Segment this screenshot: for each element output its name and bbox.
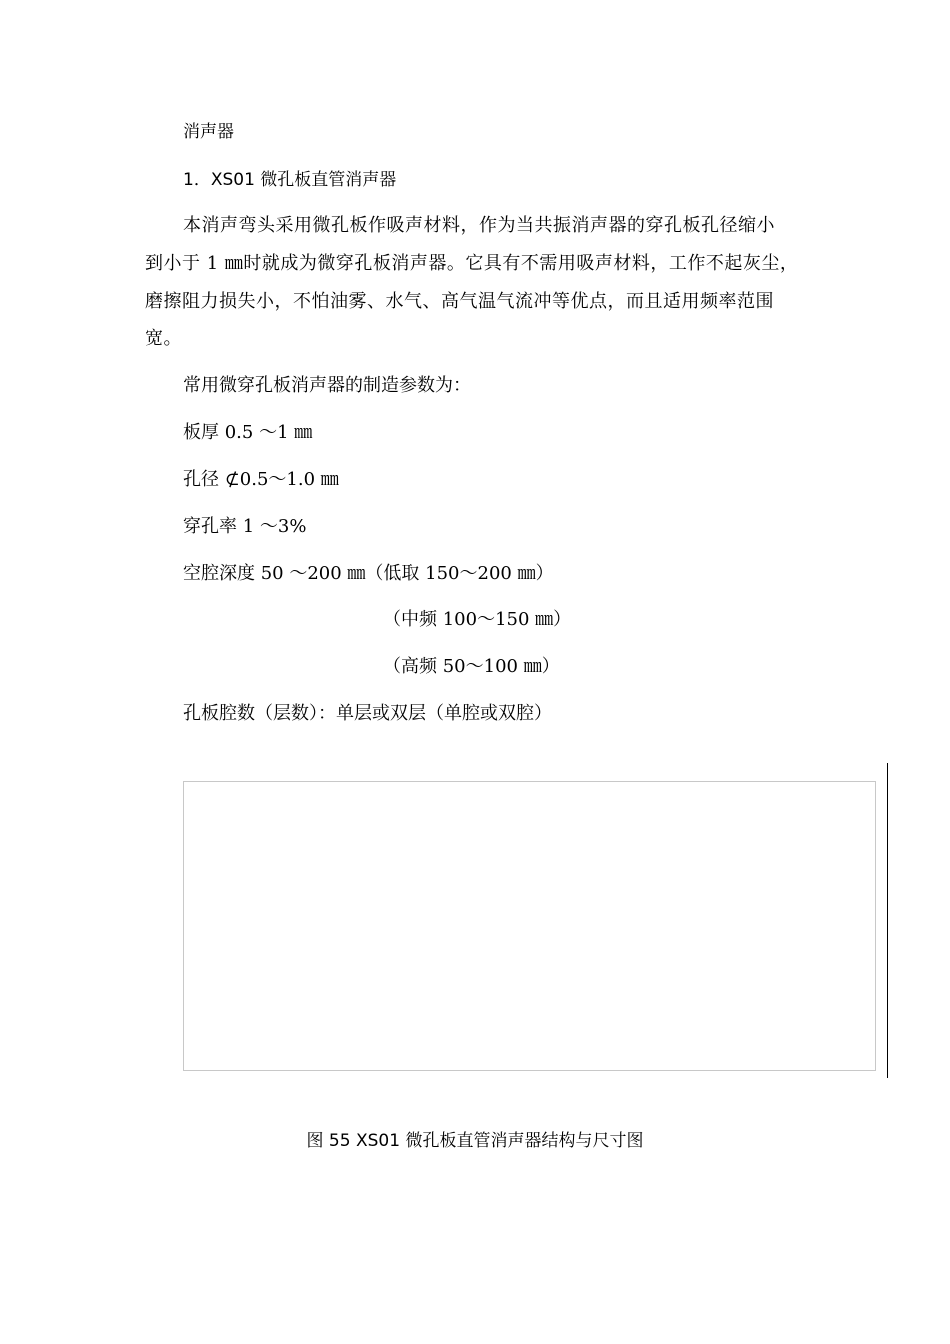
figure-image-placeholder [183, 781, 876, 1071]
param-cavity-depth: 空腔深度 50 ～200 ㎜（低取 150～200 ㎜） [183, 563, 554, 584]
param-perforation-rate: 穿孔率 1 ～3% [183, 516, 307, 537]
param-hole-diameter: 孔径 ⊄0.5～1.0 ㎜ [183, 469, 339, 490]
paragraph-line-3: 磨擦阻力损失小，不怕油雾、水气、高气温气流冲等优点，而且适用频率范围 [145, 291, 774, 312]
figure-caption: 图 55 XS01 微孔板直管消声器结构与尺寸图 [306, 1131, 644, 1151]
param-cavity-depth-mid: （中频 100～150 ㎜） [383, 609, 572, 630]
params-intro: 常用微穿孔板消声器的制造参数为： [183, 375, 471, 396]
paragraph-line-1: 本消声弯头采用微孔板作吸声材料，作为当共振消声器的穿孔板孔径缩小 [183, 215, 775, 236]
paragraph-line-4: 宽。 [145, 328, 182, 349]
param-thickness: 板厚 0.5 ～1 ㎜ [183, 422, 313, 443]
subsection-title: 1．XS01 微孔板直管消声器 [183, 170, 397, 190]
section-title: 消声器 [183, 122, 234, 142]
paragraph-line-2: 到小于 1 ㎜时就成为微穿孔板消声器。它具有不需用吸声材料，工作不起灰尘， [145, 253, 799, 274]
margin-rule [887, 763, 888, 1078]
param-cavity-depth-high: （高频 50～100 ㎜） [383, 656, 560, 677]
param-cavity-layers: 孔板腔数（层数）：单层或双层（单腔或双腔） [183, 703, 552, 724]
